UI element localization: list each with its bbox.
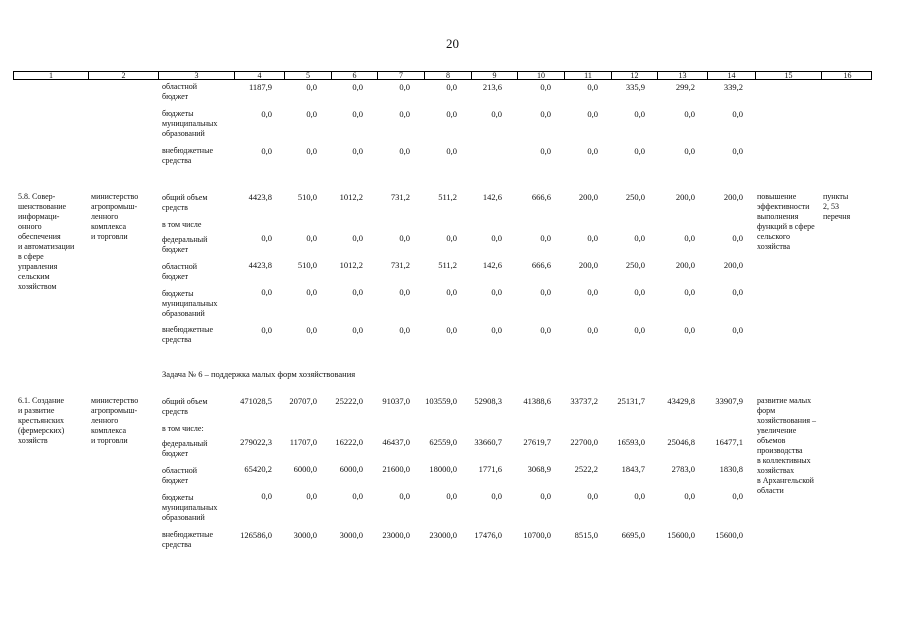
value-cell: 0,0 [634,109,645,119]
value-cell: 0,0 [540,109,551,119]
row-label: внебюджетные [162,146,213,155]
row-label: муниципальных [162,503,218,512]
value-cell: 511,2 [438,260,457,270]
value-cell: 0,0 [684,325,695,335]
row-label: областной [162,466,198,475]
expected-result: сельского [757,232,790,241]
column-header-4: 4 [234,71,284,80]
executor: министерство [91,192,139,201]
value-cell: 339,2 [723,82,743,92]
value-cell: 0,0 [684,233,695,243]
value-cell: 16593,0 [617,437,645,447]
row-label: общий объем [162,193,208,202]
row-label: бюджеты [162,109,194,118]
value-cell: 3000,0 [293,530,317,540]
value-cell: 0,0 [399,491,410,501]
value-cell: 41388,6 [523,396,551,406]
value-cell: 0,0 [491,233,502,243]
value-cell: 0,0 [587,82,598,92]
expected-result: развитие малых [757,396,812,405]
value-cell: 25131,7 [617,396,645,406]
expected-result: эффективности [757,202,810,211]
value-cell: 33907,9 [715,396,743,406]
value-cell: 0,0 [261,146,272,156]
value-cell: 0,0 [352,233,363,243]
measure-name-6-1: и развитие [18,406,55,415]
row-label: областной [162,82,198,91]
value-cell: 200,0 [675,192,695,202]
value-cell: 16222,0 [335,437,363,447]
value-cell: 23000,0 [429,530,457,540]
row-label: средства [162,540,192,549]
row-label: федеральный [162,439,208,448]
value-cell: 666,6 [531,192,551,202]
value-cell: 0,0 [306,109,317,119]
row-label: муниципальных [162,119,218,128]
expected-result: объемов [757,436,786,445]
value-cell: 0,0 [587,146,598,156]
measure-name-5-8: 5.8. Совер- [18,192,56,201]
value-cell: 511,2 [438,192,457,202]
value-cell: 0,0 [540,491,551,501]
value-cell: 3000,0 [339,530,363,540]
measure-name-5-8: в сфере [18,252,44,261]
value-cell: 10700,0 [523,530,551,540]
list-reference: 2, 53 [823,202,839,211]
task-6-heading: Задача № 6 – поддержка малых форм хозяйствования [162,369,356,379]
value-cell: 25222,0 [335,396,363,406]
value-cell: 2783,0 [671,464,695,474]
value-cell: 33660,7 [474,437,502,447]
expected-result: функций в сфере [757,222,815,231]
value-cell: 0,0 [634,325,645,335]
executor: агропромыш- [91,406,138,415]
value-cell: 0,0 [399,146,410,156]
measure-name-5-8: шенствование [18,202,67,211]
executor: агропромыш- [91,202,138,211]
value-cell: 62559,0 [429,437,457,447]
row-label: бюджет [162,272,189,281]
value-cell: 0,0 [540,233,551,243]
row-label: муниципальных [162,299,218,308]
measure-name-5-8: информаци- [18,212,60,221]
value-cell: 27619,7 [523,437,551,447]
value-cell: 1771,6 [478,464,502,474]
row-label: бюджет [162,476,189,485]
column-header-12: 12 [611,71,657,80]
column-header-8: 8 [424,71,471,80]
value-cell: 91037,0 [382,396,410,406]
column-header-7: 7 [377,71,424,80]
row-label: внебюджетные [162,530,213,539]
column-header-11: 11 [564,71,611,80]
expected-result: хозяйствах [757,466,795,475]
value-cell: 0,0 [634,287,645,297]
value-cell: 0,0 [399,233,410,243]
expected-result: увеличение [757,426,797,435]
value-cell: 0,0 [399,287,410,297]
executor: комплекса [91,222,127,231]
expected-result: повышение [757,192,797,201]
page-number: 20 [446,36,459,51]
row-label: областной [162,262,198,271]
column-header-3: 3 [158,71,234,80]
value-cell: 23000,0 [382,530,410,540]
value-cell: 0,0 [634,491,645,501]
measure-name-5-8: и автоматизации [18,242,75,251]
value-cell: 6000,0 [339,464,363,474]
value-cell: 0,0 [732,325,743,335]
column-header-16: 16 [821,71,873,80]
value-cell: 16477,1 [715,437,743,447]
value-cell: 0,0 [491,491,502,501]
measure-name-5-8: онного [18,222,42,231]
value-cell: 0,0 [634,146,645,156]
expected-result: области [757,486,784,495]
expected-result: в коллективных [757,456,811,465]
value-cell: 200,0 [578,260,598,270]
value-cell: 0,0 [446,287,457,297]
executor: комплекса [91,426,127,435]
value-cell: 0,0 [399,82,410,92]
value-cell: 0,0 [446,325,457,335]
value-cell: 0,0 [540,325,551,335]
list-reference: пункты [823,192,849,201]
value-cell: 299,2 [675,82,695,92]
row-label: общий объем [162,397,208,406]
value-cell: 17476,0 [474,530,502,540]
value-cell: 0,0 [587,325,598,335]
expected-result: в Архангельской [757,476,814,485]
column-header-5: 5 [284,71,331,80]
measure-name-5-8: обеспечения [18,232,61,241]
value-cell: 0,0 [587,233,598,243]
value-cell: 1012,2 [339,260,363,270]
value-cell: 200,0 [578,192,598,202]
value-cell: 15600,0 [715,530,743,540]
value-cell: 1843,7 [621,464,645,474]
row-label: средств [162,203,188,212]
value-cell: 4423,8 [248,192,272,202]
value-cell: 0,0 [306,82,317,92]
value-cell: 0,0 [352,109,363,119]
row-label: внебюджетные [162,325,213,334]
value-cell: 200,0 [675,260,695,270]
expected-result: хозяйствования – [757,416,817,425]
value-cell: 0,0 [352,146,363,156]
value-cell: 0,0 [399,325,410,335]
value-cell: 43429,8 [667,396,695,406]
row-label: образований [162,129,205,138]
value-cell: 0,0 [306,146,317,156]
executor: и торговли [91,232,128,241]
value-cell: 103559,0 [425,396,457,406]
value-cell: 0,0 [540,82,551,92]
value-cell: 0,0 [491,325,502,335]
column-header-6: 6 [331,71,377,80]
value-cell: 1012,2 [339,192,363,202]
value-cell: 0,0 [732,233,743,243]
measure-name-5-8: сельским [18,272,50,281]
value-cell: 0,0 [684,287,695,297]
measure-name-5-8: управления [18,262,58,271]
value-cell: 279022,3 [240,437,272,447]
value-cell: 0,0 [306,287,317,297]
row-label: бюджет [162,449,189,458]
value-cell: 3068,9 [527,464,551,474]
column-header-row [13,71,872,80]
column-header-13: 13 [657,71,707,80]
column-header-1: 1 [49,71,53,80]
row-label: бюджет [162,245,189,254]
row-label: бюджеты [162,289,194,298]
value-cell: 1830,8 [719,464,743,474]
value-cell: 65420,2 [244,464,272,474]
value-cell: 0,0 [306,491,317,501]
expected-result: хозяйства [757,242,791,251]
value-cell: 46437,0 [382,437,410,447]
value-cell: 0,0 [446,82,457,92]
value-cell: 335,9 [625,82,645,92]
value-cell: 21600,0 [382,464,410,474]
value-cell: 0,0 [587,109,598,119]
value-cell: 11707,0 [289,437,317,447]
value-cell: 0,0 [261,233,272,243]
value-cell: 731,2 [390,260,410,270]
row-label: образований [162,513,205,522]
value-cell: 0,0 [352,287,363,297]
row-label: образований [162,309,205,318]
value-cell: 142,6 [482,192,502,202]
value-cell: 510,0 [297,192,317,202]
expected-result: форм [757,406,776,415]
value-cell: 0,0 [587,287,598,297]
value-cell: 250,0 [625,260,645,270]
value-cell: 52908,3 [474,396,502,406]
value-cell: 0,0 [540,287,551,297]
value-cell: 0,0 [684,109,695,119]
value-cell: 33737,2 [570,396,598,406]
value-cell: 0,0 [352,325,363,335]
column-header-15: 15 [755,71,821,80]
value-cell: 0,0 [261,287,272,297]
value-cell: 1187,9 [248,82,272,92]
value-cell: 213,6 [482,82,502,92]
row-label: в том числе [162,220,202,229]
row-label: в том числе: [162,424,204,433]
value-cell: 200,0 [723,192,743,202]
column-header-10: 10 [517,71,564,80]
list-reference: перечня [823,212,851,221]
value-cell: 25046,8 [667,437,695,447]
row-label: бюджет [162,92,189,101]
executor: ленного [91,416,119,425]
row-label: бюджеты [162,493,194,502]
column-header-2: 2 [88,71,158,80]
value-cell: 2522,2 [574,464,598,474]
value-cell: 0,0 [684,146,695,156]
value-cell: 0,0 [732,491,743,501]
value-cell: 0,0 [491,109,502,119]
value-cell: 471028,5 [240,396,272,406]
row-label: федеральный [162,235,208,244]
value-cell: 0,0 [684,491,695,501]
value-cell: 0,0 [446,146,457,156]
value-cell: 0,0 [587,491,598,501]
value-cell: 0,0 [540,146,551,156]
value-cell: 142,6 [482,260,502,270]
value-cell: 250,0 [625,192,645,202]
measure-name-6-1: хозяйств [18,436,48,445]
row-label: средств [162,407,188,416]
value-cell: 20707,0 [289,396,317,406]
executor: и торговли [91,436,128,445]
value-cell: 6000,0 [293,464,317,474]
value-cell: 4423,8 [248,260,272,270]
value-cell: 0,0 [446,491,457,501]
value-cell: 22700,0 [570,437,598,447]
value-cell: 0,0 [446,109,457,119]
value-cell: 0,0 [306,233,317,243]
value-cell: 200,0 [723,260,743,270]
value-cell: 18000,0 [429,464,457,474]
measure-name-6-1: крестьянских [18,416,65,425]
value-cell: 0,0 [732,287,743,297]
value-cell: 510,0 [297,260,317,270]
value-cell: 0,0 [261,325,272,335]
value-cell: 731,2 [390,192,410,202]
value-cell: 0,0 [446,233,457,243]
value-cell: 0,0 [399,109,410,119]
value-cell: 0,0 [491,287,502,297]
value-cell: 0,0 [732,146,743,156]
value-cell: 0,0 [261,109,272,119]
row-label: средства [162,156,192,165]
value-cell: 15600,0 [667,530,695,540]
value-cell: 0,0 [306,325,317,335]
executor: министерство [91,396,139,405]
value-cell: 0,0 [634,233,645,243]
measure-name-6-1: 6.1. Создание [18,396,65,405]
value-cell: 0,0 [352,82,363,92]
measure-name-6-1: (фермерских) [18,426,65,435]
value-cell: 666,6 [531,260,551,270]
column-header-14: 14 [707,71,755,80]
value-cell: 6695,0 [621,530,645,540]
expected-result: производства [757,446,803,455]
value-cell: 8515,0 [574,530,598,540]
value-cell: 126586,0 [240,530,272,540]
executor: ленного [91,212,119,221]
expected-result: выполнения [757,212,799,221]
value-cell: 0,0 [732,109,743,119]
measure-name-5-8: хозяйством [18,282,57,291]
column-header-9: 9 [471,71,517,80]
value-cell: 0,0 [261,491,272,501]
row-label: средства [162,335,192,344]
value-cell: 0,0 [352,491,363,501]
